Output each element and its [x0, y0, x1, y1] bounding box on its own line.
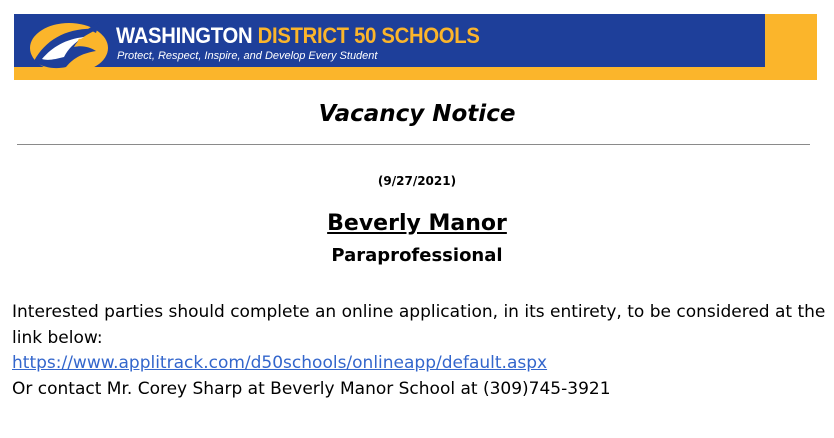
panther-mascot-icon: [28, 17, 110, 75]
intro-text: Interested parties should complete an online application, in its entirety, to be considered at the link below:: [12, 302, 826, 348]
district-tagline: Protect, Respect, Inspire, and Develop Every Student: [117, 50, 378, 62]
notice-title: Vacancy Notice: [318, 101, 516, 127]
notice-date: (9/27/2021): [377, 174, 457, 188]
title-divider: [17, 144, 810, 145]
school-location-text: Beverly Manor: [327, 211, 507, 236]
banner-blue-band: [14, 14, 765, 67]
district-name-part2: DISTRICT 50 SCHOOLS: [257, 23, 480, 48]
district-banner: [14, 14, 817, 80]
district-name-part1: WASHINGTON: [116, 23, 253, 48]
district-name: [116, 23, 480, 49]
application-instructions: [12, 300, 827, 402]
application-link[interactable]: https://www.applitrack.com/d50schools/onlineapp/default.aspx: [12, 353, 548, 373]
contact-text: Or contact Mr. Corey Sharp at Beverly Manor School at (309)745-3921: [12, 378, 611, 399]
position-title: Paraprofessional: [331, 245, 503, 266]
school-location: [0, 211, 834, 236]
